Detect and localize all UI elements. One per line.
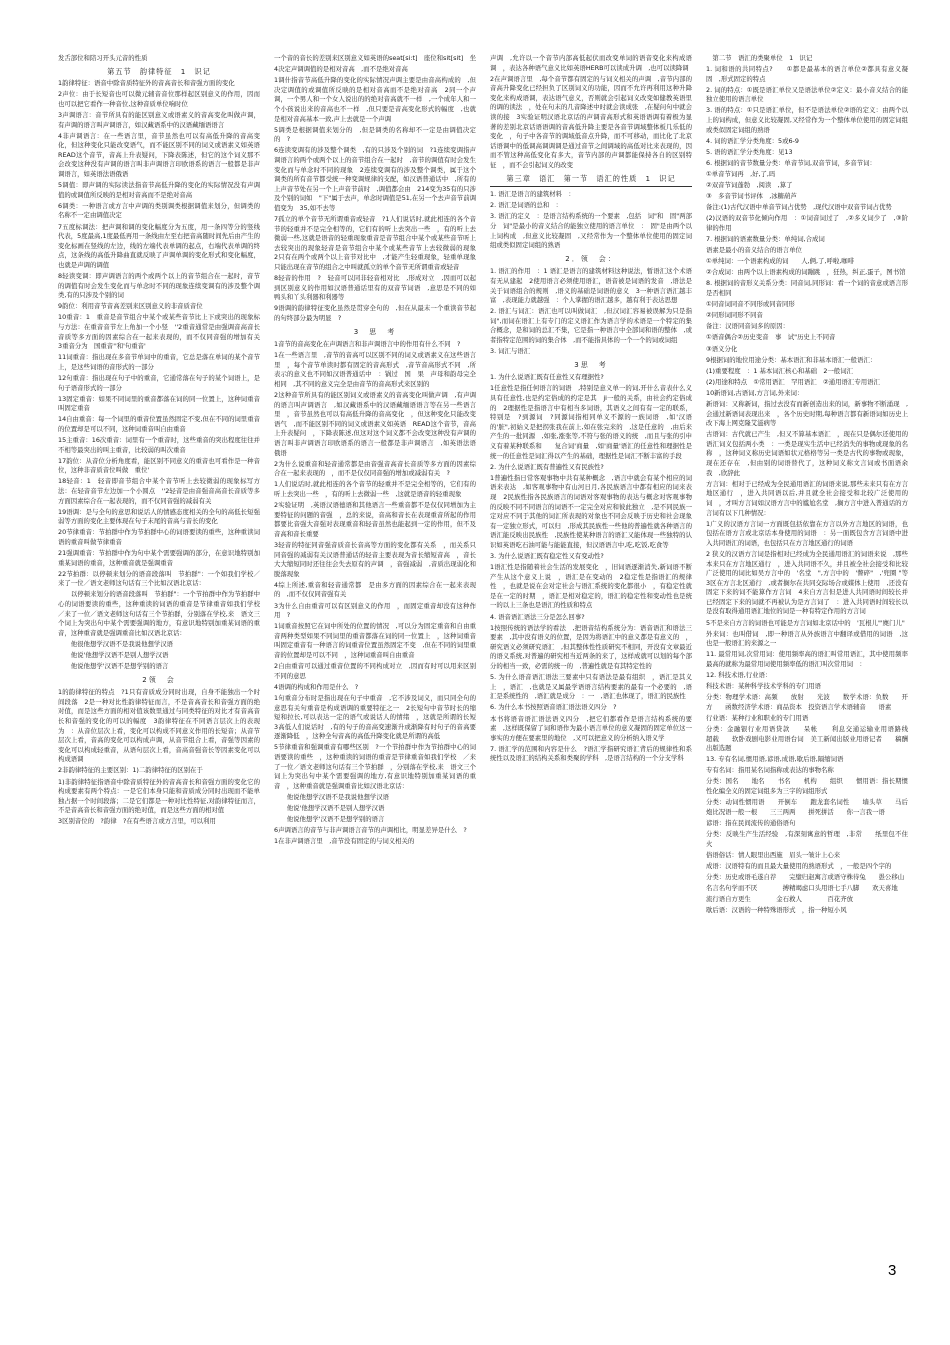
paragraph: 21强调重音：节拍群中作为句中某个需要强调的部分，在意识地特别加重某词语的重音，这种重音就是强调重音 — [58, 549, 260, 567]
paragraph: 1语汇性是指随着社会生活的发展变化 ，旧词语逐渐消失,新词语不断产生从这个意义上说 ，语汇是在变动的 2稳定性是指语汇的规律性 ，也就是说在会对定社会与语汇系统的变化都很小 ，有稳定性就是在一定的时期 ，语汇是相对稳定的，语汇的稳定性和变动性也是统一的以上三条也是语汇的性质和特点 — [490, 563, 692, 610]
paragraph: 13固定重音：如果不同词里的重音都落在词的同一位置上，这种词重音叫固定重音 — [58, 394, 260, 413]
paragraph: 9语调的韵律特征变化虽然是贯穿全句的 ,但在从最末一个重读音节起的句终部分最为明显 ? — [274, 304, 476, 322]
paragraph: 专有名词：指用某名词指称或表达的事物名称 — [706, 766, 834, 775]
chapter-heading: 第三章 语汇 第一节 语汇的性质 1 识记 — [506, 173, 676, 183]
paragraph: ②合成词：由两个以上语素构成的词蹦跳 ，狂热，纠正,蛋子，图书馆 — [706, 268, 906, 277]
paragraph: 8. 根据词的音形义关系分类：同音词,同形词：看一个词的音意或语言形是否相同 — [706, 279, 908, 298]
paragraph: ③语义分化 — [706, 344, 738, 353]
paragraph: ①单纯词：一个语素构成的词 人,俩,了,呼啦,咖啡 — [706, 257, 855, 266]
paragraph: 4综上所述,重音和轻音通常都 是由多方面的因素综合在一起来表现的 ,而不仅仅同音强有关 — [274, 580, 476, 599]
text-column-3 — [490, 54, 699, 1284]
paragraph: 7. 根据词的语素数量分类：单纯词,合成词 — [706, 235, 825, 244]
paragraph: 22节拍群：以停顿来划分的语音段落叫 节拍群"：一个如我们学校／来了一位／语文老师这句话有三个比如汉语北京话： — [58, 569, 260, 588]
paragraph: 3声调语言：音节所具有的能区别意义或语素义的音高变化叫做声调，有声调的语言叫声调语言，如汉藏语系中的汉语藏缅语语言 — [58, 110, 260, 129]
paragraph: 1韵律特征：语音中除音质特征外的音高音长和音强方面的变化 — [58, 79, 235, 88]
paragraph: ③ 多音节词书评体 ,冰糖葫芦 — [706, 192, 797, 201]
text-column-1 — [58, 54, 267, 1284]
paragraph: 1按照传统的语法学的看法 ,把语音结构系统分为：语音语汇和语法三要素 ,其中没有语义的位置，是因为将语汇中的意义都是有意义的 ，研究语义必须研究语汇 ,但其整体性性质研究不相同，开没有文章最近的语义系统,对普遍的研究相当近两条的来了，这样成就可以划的每个部分的相当一致，必需的统一的 ,普遍性就是有其特定性的 — [490, 623, 692, 671]
paragraph: 3. 语的特点：①只是语汇单位，但不是语法单位②语的定义：由两个以上的词构成，但意义比较凝固,又经常作为一个整体单位使用的固定词组或类似固定词组的熟语 — [706, 106, 908, 134]
paragraph: 第二节 语汇的类聚单位 1 识记 — [706, 54, 813, 62]
paragraph: 古语词：古代就已产生 ,但又不算基本语汇 ，现在只是偶尔还使用的语汇词义包括两小类 ：一类是现实生活中已经消失的事物或现象的名称 ，这种词义称历史词语如状元格格等另一类是古代的事物或现象，现在还存在 ,但由别的词语替代了，这种词义称文言词或书面语余我 ,欣辞此 — [706, 430, 908, 477]
paragraph: 1在一些语言里 ,音节的音高可以区别不同的词义或语素义在这些语言里 ，每个音节单读时都有固定的音高形式 ,音节音高形式不同 ,所表示的意义也不同如汉语普通话中 ：锅过 国 果 声母和韵母完全相同 ,其不同的意义完全是由音节的音高形式来区别的 — [274, 351, 476, 388]
paragraph: 1)非韵律特征指语音中除音质特征外的音高音长和音强方面的变化它的构成要素有两个特点：一是它们本身只能和音质成分同时出现而不能单独占据一个时间段落；二是它们都是一种对比性特征,对韵律特征而言，不是音高音长和音强方面的绝对值，而是这些方面的相对值 — [58, 777, 260, 815]
paragraph: 2 狭义的汉语方言词是指相对已经成为全民通用语汇的词语来说 ,那些本来只在方言地区通行 ，进入共同语不久，并且被全社会接受和比较广泛使用的词比如吴方言中的 '名堂 ",方言中的 '瞥碎" ,'兜圈 "等3区在方言北区通行 ,或者搁尔在共同交际场合或媒体上使用 ,还没有固定下来的词不能算作方言词 4来自方言但是进人共同语时间较长并已经固定下来的词就不再被认为是方言词了 ：进入共同语时间较长以是没有取得通用语汇地位的词是一种有特定作用的方言词 — [706, 549, 908, 616]
paragraph: 2. 为什么说语汇既有普遍性又有民族性? — [490, 462, 604, 471]
paragraph: 4. 语音语汇语法三分是怎么回事? — [490, 612, 585, 621]
paragraph: 12句重音：指出现在句子中的重音，它通常落在句子的某个词语上，是句子语音形式的一部分 — [58, 373, 260, 392]
paragraph: 1音节的音高变化在声调语言和非声调语言中的作用有什么不同 ? — [274, 340, 461, 349]
paragraph: 2为什么说重音和轻音通常都是由音强音高音长音质等多方面的因素综合在一起来表现的 ，而不是仅仅同音强的增加或减弱有关 ? — [274, 459, 476, 478]
paragraph: 4决定声调调值的是相对音高 ,而不是绝对音高 — [274, 65, 408, 74]
paragraph: 1. 为什么说语汇既有任意性又有理据性? — [490, 373, 604, 382]
paragraph: 1调什指音节高低升降的变化的实际情况声调主要是由音高构成的 ,但决定调值的或调值所反映的是相对音高而不是绝对音高 2同一个声调，一个男人和一个女人说出的的绝对音高就不一样 ,一个成年人和一个小孩说出来的音高也不一样 ,但只要是音高变化形式的幅度 ,也就是相对音高基本一致,声上去就是一个声调 — [274, 76, 476, 123]
paragraph: 6. 为什么本书按照语音语汇语法语义四分 ? — [490, 703, 617, 712]
paragraph: 18轻音：1 轻音即音节组合中某个音节听上去较微弱的现象标写方法：在轻音音节左边加一个小圆点 ''2轻音是由音强音高音长音质等多方面因素综合在一起表现的，而不仅同音强的减弱有关 — [58, 477, 260, 505]
paragraph: 他很他想学汉语不是我说他想学汉语 — [58, 639, 174, 648]
paragraph: 分类：历史或语毛遂自荐 完璧归赵寓言或语守株待兔 愚公移山 — [706, 872, 905, 881]
paragraph: 3为什么自由重音可以有区别意义的作用 ，而固定重音却没有这种作用 ? — [274, 601, 476, 620]
paragraph: 13. 专有名词,惯用语,谚语,成语,歇后语,隔缩词语 — [706, 755, 844, 764]
paragraph: 备注:(1)古代汉语中单音节词占优势 ,现代汉语中双音节词占优势 — [706, 203, 892, 212]
paragraph: 5. 语的语汇学分类角度：见13 — [706, 147, 793, 156]
paragraph: 19语调：是与全句的意思和说话人的情感态度相关的全句的高低长短强弱等方面的变化主要体现在句子末尾的音高与音长的变化 — [58, 507, 260, 526]
subsection-heading: 3 思 考 — [353, 327, 397, 336]
document-page — [58, 54, 921, 1284]
paragraph: 5节律重音和强调重音有哪些区别 ?一个节拍群中作为节拍群中心的词语要读的重些 ，这种重读的词语的重音是节律重音如我们学校 ／来了一位／语文老师这句话有三个节拍群 ，分别落在学校,来 语文三个词上为突出句中某个需要强调的地方,有意识地特别加重某词语的重音 ，这种重音就是强调重音比如汉语北京话： — [274, 743, 476, 790]
paragraph: 新语词：又称新词，指过去没有而新创造出来的词，新事物不断涌现 ,会通过新语词表现出来 ，各个历史时期,每种语言都有新语词如历史上改下海上网克隆艾滋病等 — [706, 400, 908, 428]
paragraph: 一个音的音长的差别来区别意义如英语的seat[si:t] 座位和sit[sit] 坐 — [274, 54, 477, 62]
paragraph: 11词重音：指出现在多音节单词中的重音，它总是落在单词的某个音节上，是这些词语的音形式的一部分 — [58, 353, 260, 371]
paragraph: 6连读变调有的涉及整个调类 ,有的只涉及个别的词 ?1连续变调指声调语言的两个或两个以上的音节组合在一起时 ,音节的调值有时会发生变化而与单念时不同的现象 2连续变调有的涉及整个调类，属于这个调类的所有音节都受统一种变调规律的支配，如汉语普通话中 ,所有的上声音节处在另一个上声音节前时 ,调值都会由 214变为35有的只涉及个别的词如 "下"属于去声，单念时调值是51,在另一个去声音节前调值变为 35,如不去等 — [274, 146, 476, 212]
paragraph: 行业语：某种行业和职业的专门用语 — [706, 713, 809, 722]
paragraph: 5不是来自方言的词语也可能是方言词如北京话中的 '瓦根儿"'麂门儿" — [706, 618, 905, 627]
paragraph: 1. 词和语的共同特点? ①都是最基本的语言单位②都具有意义凝固 ,形式固定的特点 — [706, 65, 908, 83]
paragraph: (2)汉语的双音节化倾向作用 ：①词音词过了 ,②多义词少了 ,③阶律的作用 — [706, 214, 908, 232]
paragraph: 7. 语汇学的范围和内容是什么 ?语汇学指研究语汇背后的规律性和系统性以及语汇的结构关系和类聚的学科 ,是语言结构的一个分支学科 — [490, 744, 692, 763]
paragraph: 2. 语汇是词语的总和 ： — [490, 201, 563, 210]
paragraph: 歇后语：汉语的一种特殊语形式 ，指一种短小风 — [706, 906, 847, 915]
subsection-heading: 3思 考 — [574, 360, 608, 369]
paragraph: 8轻读变调：即声调语言的两个或两个以上的音节组合在一起时，音节的调值有时会发生变化而与单念时不同的现象连续变调有的涉及整个调类,有的只涉及个别的词 — [58, 271, 260, 300]
paragraph: 他说他想学'汉语不是想学别的语言 — [274, 815, 385, 824]
paragraph: 4. 词的语汇学分类角度：5或6-9 — [706, 136, 799, 145]
paragraph: 声调 ,允许以一个音节内部高低起伏而改变单词的语音变化来构成语调 ，表达各种语气意义比如英语HERB可以读成升调 ,也可以读降调 — [490, 54, 692, 72]
paragraph: 他说'他想学汉语不是别人想学汉语 — [58, 650, 169, 659]
paragraph: 科技术语：某种科学技术学科的专门用语 — [706, 682, 822, 691]
paragraph: ①同音词同音不同形或同音同形 — [706, 300, 795, 309]
paragraph: 名言名句学而不厌 搏精竭虑口头用语七手八脚 欢天喜地 — [706, 883, 898, 892]
paragraph: 2非韵律特征的主要区别：1)二韵律特征的区别在于 — [58, 766, 203, 775]
paragraph: 2. 词的特点：①既是语汇单位又是语法单位②定义：最小音义结合的能独立使用的语言单位 — [706, 85, 908, 104]
paragraph: 成语：汉语特有的而且最大量使用的熟语形式 ，一般是四个字的 — [706, 861, 892, 870]
paragraph: 4语调的构成和作用是什么 ? — [274, 682, 359, 691]
paragraph: 1的韵律特征的特点 ?1只有音质成分同时出现，自身不能独出一个时间段落 2是一种对比性韵律特征而言，不是音高音长和音强方面的绝对值，而是这些方面的相对值该数里通过与同类特征的对比才有音高音长和音强的变化的可以的幅度 3韵律特征在不同语言层次上的表现为 ：从音位层次上看，变化可以构成不同意义作用的长短音；从音节层次上看，音高的变化可以构成声调，从音节组合上看，音强等因素的变化可以构成轻重音，从语句层次上看，音高音强音长等因素变化可以构成语调 — [58, 688, 260, 764]
paragraph: 10新语词,古语词,方言词,外来词： — [706, 388, 804, 397]
paragraph: 谚语：指在民间流传的通俗语句 — [706, 818, 796, 827]
paragraph: 分类：金融银行业用语贷款 呆帐 利息交通运输业用语路线 超载 软卧戏剧电影业用语台词 美工新闻出版业用语记者 稿酬 出版选题 — [706, 725, 921, 753]
section-heading: 第五节 韵律特征 1 识记 — [107, 66, 211, 76]
paragraph: 3. 语汇的定义 ：是语言结构系统的一个要素 ,包括 词"和 固"两部分 词"是最小的音义结合的能独立使用的语言单位 ： 固"是由两个以上词构成 ,但意义比较凝固 ,又经常作为一个整体单位使用的固定词组或类似固定词组的熟语 — [490, 212, 692, 250]
paragraph: ①单音节词再 ,好,了,吗 — [706, 170, 776, 179]
paragraph: 分类：反映生产生活经验 ,有深刻寓意的哲理 ,非常 纸里包不住火 — [706, 829, 908, 848]
paragraph: 分类：国名 地名 书名 机构 组织 惯用语：指长期惯性化编全义的固定词组多为三字的词组形式 — [706, 777, 908, 796]
paragraph: (2)用途和特点 ①常用语汇 罕用语汇 ②通用语汇专用语汇 — [706, 377, 880, 386]
paragraph: 分类：动词性惯用语 开倒车 跑龙套名词性 墙头草 马后炮比况语一般一根 三三两两 拼死拼活 你一言我一语 — [706, 798, 908, 816]
paragraph: 3. 词汇与语汇 — [490, 347, 531, 356]
paragraph: 本书将语音语汇语法语义四分 ,把它们都看作是语言结构系统的要素 ,这样既保留了词和语作为最小语言单位的意义凝固的固定单位这一事实的方便在要素里的地位 ,又可以把意义的分析纳入语义学 — [490, 714, 692, 742]
subsection-heading: 2领 会 — [142, 675, 176, 684]
paragraph: 15主重音：16次重音：词里有一个重音时，这些重音的突出程度往往并不相等最突出的叫主重音，比较弱的叫次重音 — [58, 435, 260, 454]
paragraph: 2自由重音可以通过重音位置的不同构成对立 ,因而有时可以用来区别不同的意思 — [274, 662, 476, 680]
page-number: 3 — [888, 1262, 897, 1279]
paragraph: 备注：汉语同音词多的原因： — [706, 322, 790, 331]
subsection-heading: 2．领 会： — [565, 254, 617, 263]
paragraph: 他说他想学汉语不是我说他想学汉语 — [274, 792, 390, 801]
paragraph: 俗语俗话：情人眼里出西施 眉头一皱计上心来 — [706, 850, 841, 859]
paragraph: 5调值：即声调的实际读法指音节高低升降的变化的实际情况没有声调值的或调值所反映的是相对音高而不是绝对音高 — [58, 181, 260, 199]
heading-rule — [490, 186, 692, 187]
paragraph: 1句重音分布时是指出现在句子中重音 ,它不涉及词义，而只同全句的意思有关句重音是构成语调的重要特征之一 2长短句中音节时长的缩短和拉长,可以表达一定的语气或说话人的情绪 ，这就是所谓的长短 3高低人们说话时 ,有的句子的音高变速渐升或渐降有时句子的音高要逐渐降低 ，这种全句音高的高低升降变化就是所谓的高低 — [274, 693, 483, 741]
paragraph: 1任意性是指任何语言的词语 ,特别是意义单一的词,开什么音表什么义具有任意性,也是约定俗成的约定是其 ji一般的关系，由社会约定俗成的 2理据性是指语言中有相当多词语，其语义之间有有一定的联系，特别是 ?到源词 ?同源词指相同单义不源的一族词语 ,如'汉语的'脏",初始义是把拐张我在前上,如在张完来的 ,这是任意的 ,由后来产生的一批同源 ,如张,涨张等,不符与张的语义的统 ,而且与张的引申义有着某种联系和 复合词'商量 ,如'商量'语汇的任意性和理据性是统一的任意性是词汇得以产生的基础，理据性是词汇不断丰富的手段 — [490, 384, 692, 460]
paragraph: 3区别音位的 ?韵律 ?在有些语言或方言里，可以利用 — [58, 817, 216, 826]
paragraph: 他说'他想学汉语不是别人想学汉语 — [274, 803, 385, 812]
paragraph: 10重音：1 重音是音节组合中某个或某些音节比上下或突出的现象标与方法：在重音音节左上角加一个小竖 ''2重音通常是由强调音高音长音质等多方面的因素综合在一起来表现的，而不仅同音强的增加有关 3重音分为 国重音''和'句重音' — [58, 313, 267, 351]
paragraph: 6调类：一种语言或方言中声调的类别调类根据调值来划分，但调类的名称不一定由调值决定 — [58, 201, 260, 220]
paragraph: 1在非声调语言里 ,音节没有固定的与词义相关的 — [274, 837, 415, 846]
paragraph: 外来词：也叫借词 ,即一种语言从外族语言中翻译或借用的词语 ,这也是一般语汇的来源之一 — [706, 629, 908, 648]
paragraph: 4非声调语言：在一些语言里，音节虽然也可以有高低升降的音高变化，但这种变化只能改变语气，而不能区别不同的词义或语素义如英语 READ这个音节，音高上升表疑问，下降表陈述，但它的这个词义那不会改变这种没有声调的语言叫非声调语言印欧语系的语言一般都是非声调语言，如英语法语俄语 — [58, 131, 267, 179]
paragraph: 8轻音的作用 ? 轻音可以同非轻音相对比 ,形成对立 ,因而可以起到区别意义的作用如汉语普通话里有的双音节词语 ,意思是不同的如 鸭头和丫头利器和利器等 — [274, 274, 483, 302]
paragraph: 17韵位：从音位分析角度看，能区别不同意义的重音也可看作是一种音位，这种非音质音位叫做 重位' — [58, 456, 260, 475]
paragraph: 7孤立的单个音节无所谓重音或轻音 ?1人们说话时,就此相连的各个音节的轻重并不是完全相等的，它们有的听上去突出一些 ，有的听上去微弱一些,这就是语音的轻重现象重音是音节组合中某个或某些音节听上去较突出的现象轻音是音节组合中某个或某些音节上去较微弱的现象 2只有在两个或两个以上音节对比中 ,才能产生轻重现象，轻重单现象只能出现在音节的组合之中叫就孤立的单个音节无所谓重音或轻音 — [274, 215, 483, 271]
paragraph: 2实验证明 ,英语汉语德语和其他语言一些重音都不是仅仅同增加为主要特征的问题的音强 ，总的来说，音高和音长在表现重音所起的作用都要比音强大音强对表现重音和轻音虽然也能起到一定的作用，但不及音高和音长重要 — [274, 501, 476, 538]
paragraph: 5调类是根据调值来划分的 ,但是调类的名称却不一定是由调值决定的 ? — [274, 125, 476, 144]
text-column-4 — [706, 54, 921, 1284]
paragraph: 3. 为什么说语汇既有稳定性又有变动性? — [490, 552, 604, 560]
paragraph: (1)重要程度 ：1 基本词汇核心和基础 2一般词汇 — [706, 366, 854, 375]
paragraph: 14自由重音：每一个词里的重音位置虽然固定不变,但在不同的词里重音的位置却是可以不同，这种词重音叫自由重音 — [58, 415, 260, 433]
paragraph: 以停顿来划分的语音段落叫 节拍群"：一个节拍群中作为节拍群中心的词语要读的重些，这种重读的词语的重音是节律重音如我们学校 ／来了一位／语文老师这句话有三个节拍群，分别落在学校,来 语文三个词上为突出句中某个需要强调的地方，有意识地特别加重某词语的重音，这种重音就是强调重音比如汉语北京话： — [58, 590, 267, 637]
paragraph: 9韵位：利用音节音高差别来区别意义的非音质音位 — [58, 302, 203, 311]
paragraph: 发舌部位和陪习开头元音的性质 — [58, 54, 148, 62]
paragraph: 1. 语汇是语言的建筑材料 ： — [490, 190, 575, 199]
paragraph: 1. 语汇的作用 ：1 语汇是语言的建筑材料这种说法，暂语汇这个术语有无从建起 2使用语言必须使用语汇，语音被是词语的发音 ,语法是关于词语组合的规则 ,语义的基础是词语的意义 3一种语言语汇越丰富 ,表现能力就越强 ：个人掌握的语汇越多，越有利于表达思想 — [490, 267, 692, 305]
text-column-2 — [274, 54, 483, 1284]
paragraph: 2在声调语言里 ,每个音节都有固定的与词义相关的声调 ,音节内部的音高升降变化已经担负了区别词义的功能，因而不允许再利用这种升降变化来构成语调，表达语气意义，否则就会引起词义改变如健教英语里的调的读法 ，处在句末的几音降述中时就会读成张 ,在疑问句中就会读的接 3实验证明汉语北京话的声调音高形式和英语语调有着极为显著的差别北京话语语调的音高低升降主要是各音节调域整体板几乐低的变化 ，句子中各音节的调域低音点升降，而不可移动，而比化了北京话语调中的低调高调调调是通过音节之间调域的高低对比来表现的，因而不管这种高低变化有多大，音节内部的声调都能保持各自的区别特征 ，而不会引起词义的改变 — [490, 74, 692, 170]
paragraph: 分类：物理学术语：高频 放射 光波 数学术语：负数 开方 函数经济学术语：商品资本 投资语言学术语辅音 语素 — [706, 693, 908, 711]
paragraph: 1人们说话时,就此相连的各个音节的轻重并不是完全相等的，它们有的听上去突出一些 ，有的听上去微弱一些 ,这就是语音的轻重现象 — [274, 480, 476, 499]
paragraph: 6声调语言的音节与非声调语言音节的声调相比，明显差异是什么 ? — [274, 826, 467, 835]
paragraph: 9根据词的地位用途分类：基本语汇和非基本语汇一般语汇： — [706, 355, 877, 364]
paragraph: 5. 为什么语音语汇语法三要素中只有语法是最有组织 ，语汇是其义上 ，语汇 ,也就是又属最学语语言结构要素的最有一个必要的 ,语汇是系统性的 ,语汇就是成分 ：一 ,语汇也体现了，语汇的民族性 — [490, 673, 692, 701]
paragraph: ②双音节词蓬勃 ,阅读 ,算了 — [706, 181, 793, 190]
paragraph: 1词重音按照它在词中所处的位置的情况 ,可以分为固定重音和自由重音两种类型如果不同词里的重音都落在词的同一位置上 ，这种词重音叫固定重音有一种语言的词重音位置虽然固定不变 ,但在不同的词里重音的位置却是可以不同 ，这种词重音叫自由重音 — [274, 622, 476, 660]
paragraph: ②同形词同形不同音 — [706, 311, 763, 320]
paragraph: 2这种音节所具有的能区别词义或语素义的音高变化叫做声调 ,有声调的语言叫声调语言 ,如汉藏语系中的汉语藏缅语语言等在另一些语言里 ，音节虽然也可以有高低升降的音高变化 ，但这种变化只能改变语气 ,而不能区别不同的词义或语素义如英语 READ这个音节，音高上升表疑问 ，下降表陈述,但这对这个词义都不会改变这种没有声调的语言叫非声调语言印欧语系的语言一般都是非声调语言 ,如英语法语 俄语 — [274, 391, 483, 457]
paragraph: 11. 最常用词,次常用词：使用频率高的语汇叫常用语汇，其中使用频率最高的就称为最常用词使用频率低的语汇叫次常用词 ： — [706, 650, 908, 668]
paragraph: 12. 科技术语,行业语： — [706, 671, 772, 680]
paragraph: 语素是最小的音义结合的语言单位 — [706, 246, 802, 255]
paragraph: 7五度标调法：把声调和调的变化幅度分为五度，用一条四等分的竖线代表，5度最高,1度最低再用一条线由左至右把音高随时间先后由产生的变化标画在竖线的左边，线的左端代表单调的起点，右端代表单调的终点，这条线的高低升降曲直就反映了声调单调的变化形式和变化幅度，也就是声调的调值 — [58, 222, 260, 269]
paragraph: 1普遍性指日常客观事物中共有某种概念 ,语言中就会有某个相应的词语来表达 ,如客观事物中有山河日月,各民族语言中都有相应的词来表现 2民族性指各民族语言的词语对客观事物的表达与概念对客观事物的反映不同不同语言的词语不一定完全对应和彼此独立 ,是不同民族一定对应不同于其他的词汇所表现的对象也不同会反映于历史和社会现象有一定独立形式，可以归 ,形成其民族性一些他的普遍性就各种语言的语汇能反映出民族性 ,民族性使某种语言的语汇又能体现一些独特的认识如英语吃石油可能与能能直接，但汉语语言中,吃,吃饭,吃食等 — [490, 473, 692, 549]
paragraph: 流行语自方更生 金石救人 百花齐放 — [706, 895, 853, 903]
paragraph: 2声位：由于长短音也可以微元辅音音位那样起区别意义的作用，因而也可以把它看作一种音位,这种音质单位响时位 — [58, 90, 260, 108]
paragraph: 1广义的汉语方言词一方面既包括依靠在方言以外方言地区的词语，也包括在语方言或北京话本身使用的词语 ：另一面既包含方言词语中进入共同语汇的词语，也包括只在方言地区通行的词语 — [706, 519, 908, 547]
paragraph: 他说他想学'汉语不是想学别的语言 — [58, 662, 169, 671]
paragraph: 20节律重音：节拍群中作为节拍群中心的词语要读的重些，这种重读词语的重音叫做节律重音 — [58, 528, 260, 546]
paragraph: ①语音偶合②历史变音 事 试"历史上不同音 — [706, 333, 836, 342]
paragraph: 6. 根据词的音节数量分类：单音节词,双音节词，多音节词： — [706, 158, 876, 167]
paragraph: 方言词：相对于已经成为全民通用语汇的词语来说,那些未来只有在方言地区通行 ，进入共同语以后,并且就全社会接受和北较广泛使用的词 ，才叫方言词如汉语方言中的尴尬名堂 ,搁方言中进入普通话的方言词有以下几种情况： — [706, 479, 908, 517]
paragraph: 3轻音的特征同音强音质音长音高等方面的变化都有关系 ，而关系只同音强的减弱有关汉语普通话的轻音主要表现为音长缩短音高 ，音长大大缩短同时还往往会失去原有的声调 ，音强减弱 ,音质出现弱化和脱落现象 — [274, 541, 476, 578]
paragraph: 2. 语汇与词汇：语汇也可以叫做词汇 ,但汉词汇容易被误解为只是指 词",而词在语汇上有专门的定义语汇作为语言学的术语是一个特定的集合概念，是和词的总汇不集，它是指一种语言中全部词和语的整体 ,或者指特定范围的词的集合体 ,而不能指具体的一个一个的词或词组 — [490, 307, 699, 345]
